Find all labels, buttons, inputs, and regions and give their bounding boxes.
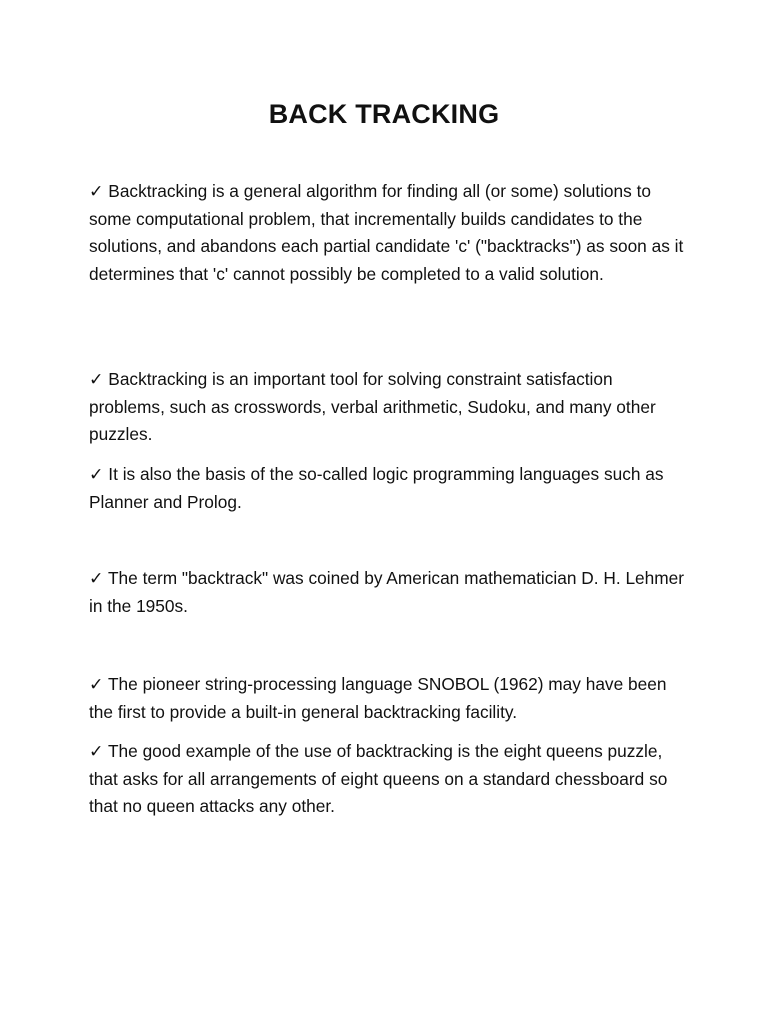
checkmark-icon: ✓ [89,464,104,484]
paragraph-text: The good example of the use of backtracking is the eight queens puzzle, that asks for all arrangements of eight queens on a standard chessboard so that no queen attacks any other. [89,741,668,816]
paragraph-3 [89,461,689,516]
paragraph-text: The term "backtrack" was coined by American mathematician D. H. Lehmer in the 1950s. [89,568,685,616]
paragraph-text: Backtracking is an important tool for solving constraint satisfaction problems, such as crosswords, verbal arithmetic, Sudoku, and many other puzzles. [89,369,656,444]
paragraph-5 [89,671,689,726]
document-title: BACK TRACKING [268,99,500,129]
checkmark-icon: ✓ [89,181,104,201]
paragraph-1 [89,178,689,288]
paragraph-4 [89,565,689,620]
checkmark-icon: ✓ [89,568,104,588]
paragraph-text: The pioneer string-processing language SNOBOL (1962) may have been the first to provide a built-in general backtracking facility. [89,674,667,722]
paragraph-6 [89,738,689,821]
checkmark-icon: ✓ [89,674,104,694]
checkmark-icon: ✓ [89,369,104,389]
paragraph-text: It is also the basis of the so-called logic programming languages such as Planner and Prolog. [89,464,664,512]
paragraph-2 [89,366,689,449]
checkmark-icon: ✓ [89,741,104,761]
paragraph-text: Backtracking is a general algorithm for finding all (or some) solutions to some computational problem, that incrementally builds candidates to the solutions, and abandons each partial candidate 'c' ("backtracks") as soon as it determines that 'c' cannot possibly be completed to a valid solution. [89,181,684,284]
